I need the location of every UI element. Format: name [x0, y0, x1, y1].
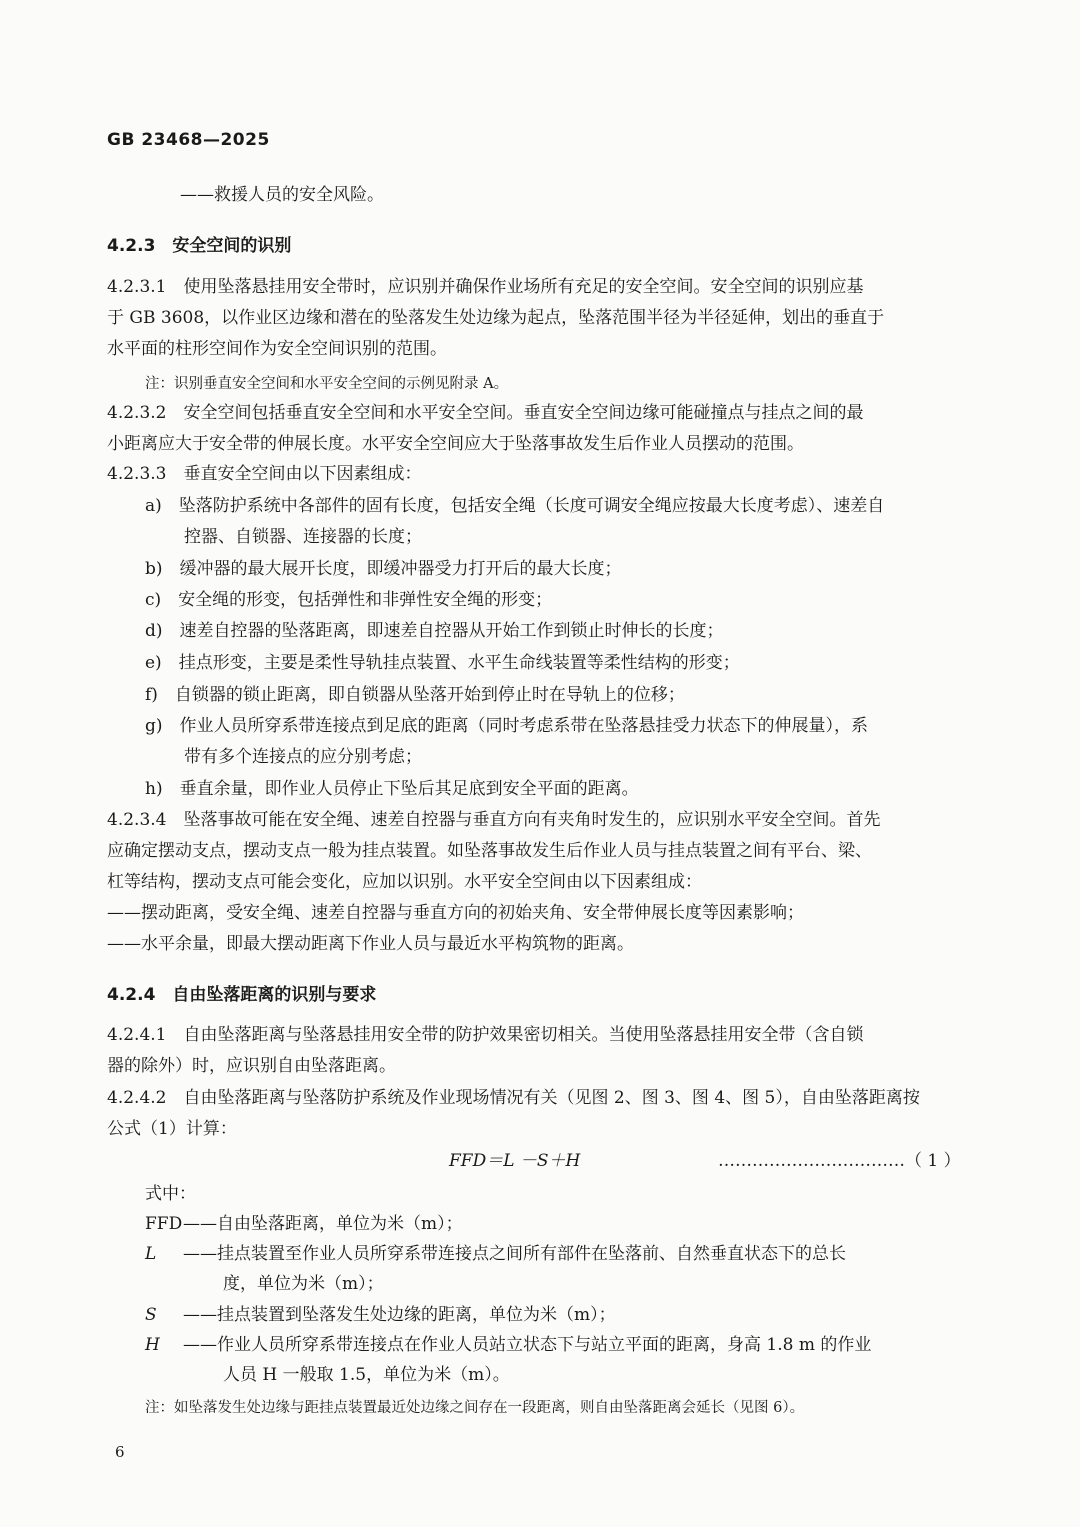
paragraph-line: 4.2.3.1 使用坠落悬挂用安全带时，应识别并确保作业场所有充足的安全空间。安全空间的识别应基: [107, 277, 864, 297]
section-title-4-2-3: 4.2.3 安全空间的识别: [107, 236, 292, 256]
list-item: e) 挂点形变，主要是柔性导轨挂点装置、水平生命线装置等柔性结构的形变；: [145, 653, 740, 673]
paragraph-line: 4.2.3.4 坠落事故可能在安全绳、速差自控器与垂直方向有夹角时发生的，应识别水平安全空间。首先: [107, 810, 881, 830]
list-item: h) 垂直余量，即作业人员停止下坠后其足底到安全平面的距离。: [145, 779, 639, 799]
page-number: 6: [115, 1443, 125, 1461]
paragraph-line: 器的除外）时，应识别自由坠落距离。: [107, 1056, 396, 1076]
paragraph-line: 4.2.4.1 自由坠落距离与坠落悬挂用安全带的防护效果密切相关。当使用坠落悬挂用安全带（含自锁: [107, 1025, 864, 1045]
list-item: c) 安全绳的形变，包括弹性和非弹性安全绳的形变；: [145, 590, 553, 610]
variable-definition: ——挂点装置至作业人员所穿系带连接点之间所有部件在坠落前、自然垂直状态下的总长: [183, 1244, 846, 1264]
paragraph-line: 水平面的柱形空间作为安全空间识别的范围。: [107, 339, 447, 359]
list-item: g) 作业人员所穿系带连接点到足底的距离（同时考虑系带在坠落悬挂受力状态下的伸展量），系: [145, 716, 869, 736]
paragraph-line: 杠等结构，摆动支点可能会变化，应加以识别。水平安全空间由以下因素组成：: [107, 872, 702, 892]
paragraph-line: 小距离应大于安全带的伸展长度。水平安全空间应大于坠落事故发生后作业人员摆动的范围。: [107, 434, 804, 454]
variable-definition: ——作业人员所穿系带连接点在作业人员站立状态下与站立平面的距离，身高 1.8 m 的作业: [183, 1335, 872, 1355]
formula: FFD＝L －S＋H: [449, 1151, 581, 1171]
note: 注：如坠落发生处边缘与距挂点装置最近处边缘之间存在一段距离，则自由坠落距离会延长（见图 6）。: [145, 1400, 805, 1416]
paragraph-line: 4.2.3.3 垂直安全空间由以下因素组成：: [107, 464, 422, 484]
variable-definition: ——自由坠落距离，单位为米（m）；: [183, 1214, 463, 1234]
variable-symbol: S: [145, 1305, 157, 1325]
list-item: 控器、自锁器、连接器的长度；: [184, 527, 422, 547]
paragraph-line: 4.2.3.2 安全空间包括垂直安全空间和水平安全空间。垂直安全空间边缘可能碰撞点与挂点之间的最: [107, 403, 864, 423]
list-item: 带有多个连接点的应分别考虑；: [184, 747, 422, 767]
paragraph-line: 4.2.4.2 自由坠落距离与坠落防护系统及作业现场情况有关（见图 2、图 3、图 4、图 5），自由坠落距离按: [107, 1088, 920, 1108]
formula-number: ……………………………（ 1 ）: [718, 1151, 961, 1171]
variable-symbol: L: [145, 1244, 157, 1264]
variable-symbol: H: [145, 1335, 160, 1355]
variable-definition: ——挂点装置到坠落发生处边缘的距离，单位为米（m）；: [183, 1305, 616, 1325]
list-item: f) 自锁器的锁止距离，即自锁器从坠落开始到停止时在导轨上的位移；: [145, 685, 685, 705]
list-item: ——救援人员的安全风险。: [180, 185, 384, 205]
section-title-4-2-4: 4.2.4 自由坠落距离的识别与要求: [107, 985, 377, 1005]
list-item: ——水平余量，即最大摆动距离下作业人员与最近水平构筑物的距离。: [107, 934, 634, 954]
paragraph-line: 应确定摆动支点，摆动支点一般为挂点装置。如坠落事故发生后作业人员与挂点装置之间有平台、梁、: [107, 841, 872, 861]
note: 注：识别垂直安全空间和水平安全空间的示例见附录 A。: [145, 376, 509, 392]
list-item: d) 速差自控器的坠落距离，即速差自控器从开始工作到锁止时伸长的长度；: [145, 621, 724, 641]
standard-header: GB 23468—2025: [107, 130, 270, 150]
variable-symbol: FFD: [145, 1214, 183, 1234]
where-label: 式中：: [145, 1184, 196, 1204]
list-item: a) 坠落防护系统中各部件的固有长度，包括安全绳（长度可调安全绳应按最大长度考虑）、速差自: [145, 496, 885, 516]
variable-definition: 度，单位为米（m）；: [223, 1274, 384, 1294]
list-item: ——摆动距离，受安全绳、速差自控器与垂直方向的初始夹角、安全带伸展长度等因素影响；: [107, 903, 804, 923]
paragraph-line: 于 GB 3608，以作业区边缘和潜在的坠落发生处边缘为起点，坠落范围半径为半径延伸，划出的垂直于: [107, 308, 885, 328]
paragraph-line: 公式（1）计算：: [107, 1119, 237, 1139]
list-item: b) 缓冲器的最大展开长度，即缓冲器受力打开后的最大长度；: [145, 559, 622, 579]
variable-definition: 人员 H 一般取 1.5，单位为米（m）。: [223, 1365, 510, 1385]
